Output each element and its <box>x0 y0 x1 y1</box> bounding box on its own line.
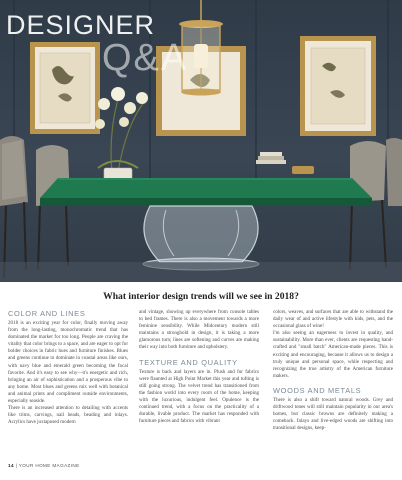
page-number: 14 <box>8 463 14 468</box>
article-column-2 <box>139 309 259 425</box>
masthead-line-1: DESIGNER <box>6 10 156 40</box>
section-heading-texture-and-quality: TEXTURE AND QUALITY <box>139 357 238 367</box>
dining-chair-left <box>0 136 28 278</box>
emerald-dining-table <box>40 178 372 270</box>
magazine-name: YOUR HOME MAGAZINE <box>18 463 80 468</box>
masthead-line-2: Q&A <box>102 37 189 79</box>
framed-art-right <box>300 36 376 136</box>
paragraph: Texture is back and layers are in. Plush and fur fabrics were flaunted at High Point Market this year and tufting is still going strong. The velvet trend has transitioned from the fashion world into every room of the home, keeping with the luxurious, indulgent feel. Opulence is the continued trend, with a focus on the practicality of a durable, livable product. The market has responded with furniture pieces and fabrics with vibrant <box>139 368 259 425</box>
section-heading-color-and-lines: COLOR AND LINES <box>8 309 86 318</box>
paragraph: I'm also seeing an eagerness to invest in quality, and sustainability. More than ever, clients are requesting hand-crafted and "small batch" American-made pieces. This is exciting and encouraging, because it allows us to design a truly unique and personal space, while respecting and recognizing the true artistry of the American furniture makers. <box>273 330 393 379</box>
paragraph: 2018 is an exciting year for color, finally moving away from the long-lasting, monochromatic trend that has dominated the market for too long. People are craving the vitality that color brings to a space, and are eager to opt for bolder choices in fabric hues and furniture finishes. Blues and greens continue to dominate in coastal areas like ours, with navy blue and emerald green becoming the focal favorite. And it's easy to see why—it's energetic and rich, bringing an air of sophistication and a prosperous vibe to any home. Most blues and greens mix well with botanical and animal prints and compliment outside environments, especially seaside. <box>8 320 128 405</box>
paragraph: and vintage, showing up everywhere from console tables to bed frames. There is also a movement towards a more feminine sensibility. While Midcentury modern still maintains a stronghold in design, it is taking a more glamorous turn; lines are softening and curves are making their way into both furniture and upholstery. <box>139 309 259 351</box>
dining-chair-left-2 <box>36 145 70 270</box>
paragraph: There is an increased attention to detailing with accents like trims, carvings, nail heads, beading and inlays. Acrylics have juxtaposed modern <box>8 405 128 426</box>
paragraph: There is also a shift toward natural woods. Grey and driftwood tones will still maintain popularity in our area's homes, but classic browns are definitely making a comeback. Inlays and live-edged woods are shifting into transitional designs, keep- <box>273 396 393 432</box>
page-footer <box>8 463 80 468</box>
footer-separator: | <box>15 463 19 468</box>
article-column-3 <box>273 309 393 432</box>
paragraph: colors, weaves, and surfaces that are able to withstand the daily wear of and active lifestyle with kids, pets, and the occasional glass of wine! <box>273 309 393 330</box>
article-title: What interior design trends will we see in 2018? <box>103 291 299 302</box>
section-heading-woods-and-metals: WOODS AND METALS <box>273 385 362 395</box>
article-column-1 <box>8 309 128 426</box>
designer-qa-masthead <box>6 12 188 77</box>
orchid-arrangement <box>95 87 148 180</box>
